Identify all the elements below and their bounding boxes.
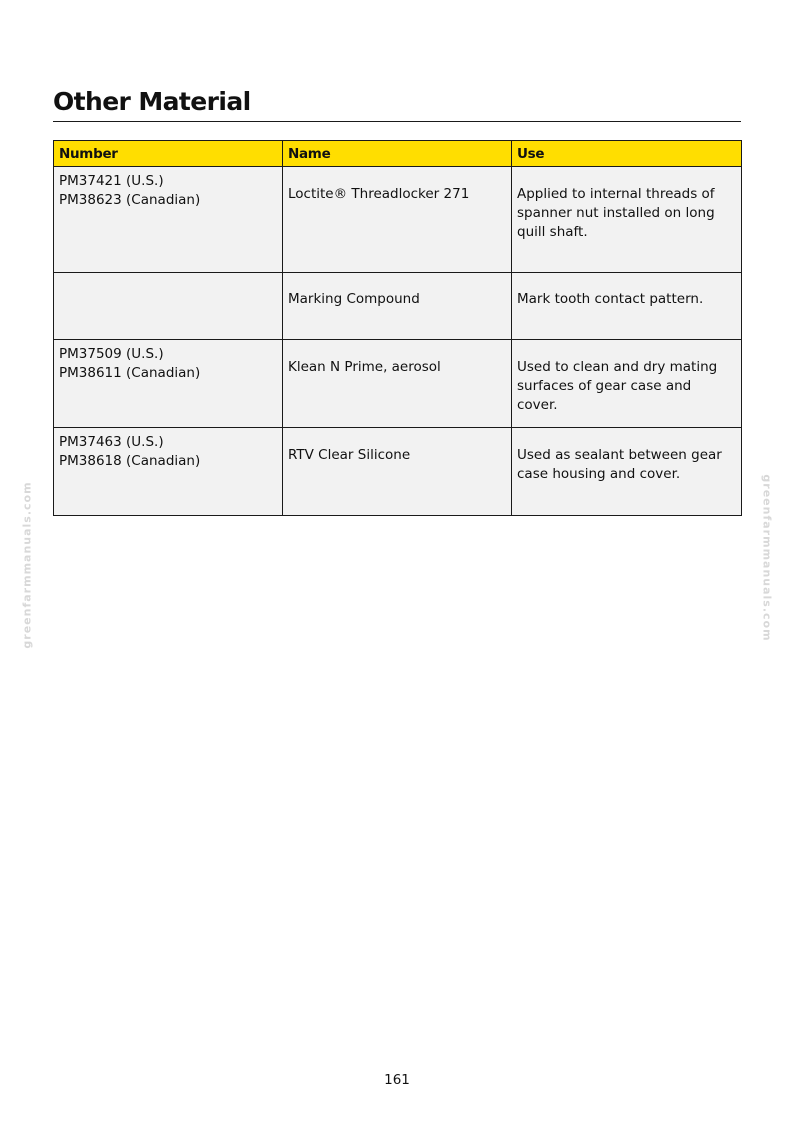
part-number: PM38611 (Canadian) <box>59 365 201 381</box>
name-cell <box>283 273 512 340</box>
table-row <box>54 167 742 273</box>
part-number: PM37463 (U.S.) <box>59 434 164 450</box>
material-name: RTV Clear Silicone <box>288 447 411 463</box>
use-cell <box>512 167 742 273</box>
column-header-number: Number <box>54 141 283 167</box>
number-cell <box>54 428 283 516</box>
table-header-row <box>54 141 742 167</box>
name-cell <box>283 340 512 428</box>
use-text: Applied to internal threads of <box>517 186 715 202</box>
material-name: Klean N Prime, aerosol <box>288 359 441 375</box>
use-text: spanner nut installed on long <box>517 205 715 221</box>
table-row <box>54 340 742 428</box>
part-number: PM38618 (Canadian) <box>59 453 201 469</box>
number-cell <box>54 167 283 273</box>
part-number: PM37509 (U.S.) <box>59 346 164 362</box>
use-cell <box>512 428 742 516</box>
use-cell <box>512 340 742 428</box>
material-name: Marking Compound <box>288 291 420 307</box>
name-cell <box>283 428 512 516</box>
use-text: Mark tooth contact pattern. <box>517 291 704 307</box>
use-text: case housing and cover. <box>517 466 681 482</box>
material-table <box>53 140 742 516</box>
use-text: surfaces of gear case and cover. <box>517 378 692 413</box>
page-number: 161 <box>384 1072 410 1088</box>
column-header-name: Name <box>283 141 512 167</box>
use-cell <box>512 273 742 340</box>
part-number: PM37421 (U.S.) <box>59 173 164 189</box>
page-title: Other Material <box>53 86 741 122</box>
material-name: Loctite® Threadlocker 271 <box>288 186 470 202</box>
table-row <box>54 273 742 340</box>
use-text: Used as sealant between gear <box>517 447 722 463</box>
number-cell <box>54 340 283 428</box>
watermark-left: greenfarmmanuals.com <box>20 481 34 649</box>
use-text: Used to clean and dry mating <box>517 359 718 375</box>
column-header-use: Use <box>512 141 742 167</box>
number-cell <box>54 273 283 340</box>
name-cell <box>283 167 512 273</box>
part-number: PM38623 (Canadian) <box>59 192 201 208</box>
watermark-right: greenfarmmanuals.com <box>760 474 774 642</box>
table-row <box>54 428 742 516</box>
use-text: quill shaft. <box>517 224 588 240</box>
